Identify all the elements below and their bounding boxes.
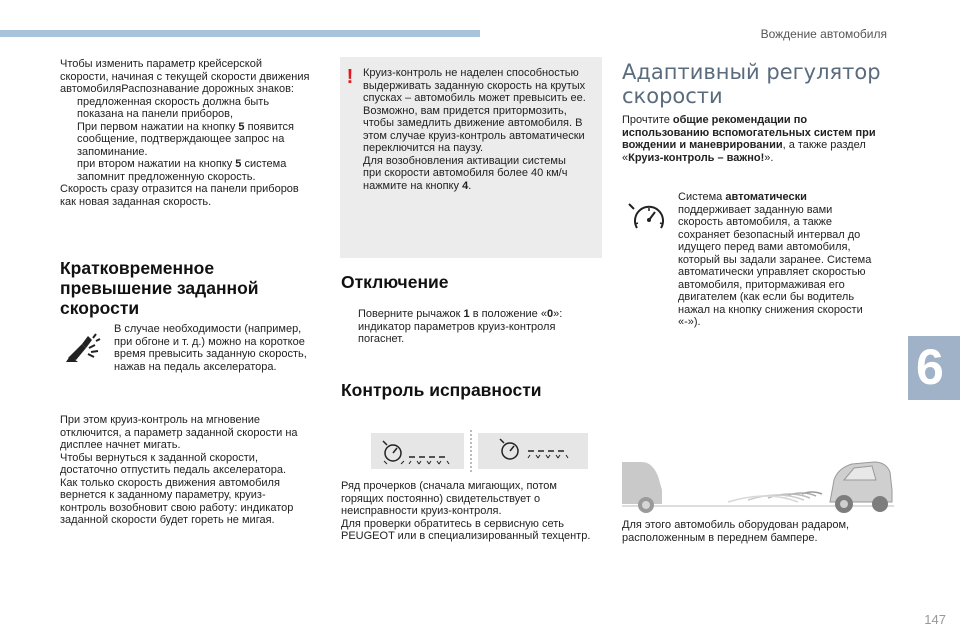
indicator-steady-panel [478, 433, 588, 469]
text-run: , а также раздел [782, 139, 866, 151]
bullet-item [60, 96, 325, 121]
text-run: появится [244, 120, 294, 133]
text-line: В случае необходимости (например, [114, 323, 302, 335]
text-run: ». [764, 151, 774, 164]
heading-line: скорости [622, 84, 723, 108]
text-run: При первом нажатии на кнопку [77, 120, 239, 133]
cruise-speedometer-icon [478, 433, 588, 469]
temp-exceed-title [60, 258, 325, 318]
warning-exclamation-icon: ! [346, 66, 354, 88]
text-run: использованию вспомогательных систем при [622, 126, 876, 139]
radar-description [622, 519, 894, 544]
text-line: автоматически управляет скоростью [678, 266, 866, 278]
section-title: Вождение автомобиля [760, 27, 887, 41]
text-run: в положение « [469, 308, 547, 320]
text-line: запоминание. [77, 145, 148, 158]
text-line: скорости, начиная с текущей скорости движения [60, 70, 310, 83]
text-line: Ряд прочерков (сначала мигающих, потом [341, 480, 557, 492]
text-line: идущего перед вами автомобиля, [678, 241, 851, 253]
text-line: PEUGEOT или в специализированный техцентр. [341, 530, 591, 542]
text-line [622, 152, 892, 165]
text-run: . [468, 179, 472, 192]
chapter-tab [908, 336, 960, 400]
text-run: вождении и маневрировании [622, 139, 783, 151]
heading-line: Адаптивный регулятор [622, 60, 881, 84]
text-line: Для этого автомобиль оборудован радаром, [622, 519, 850, 531]
text-run: « [622, 151, 629, 164]
text-run: общие рекомендации по [672, 114, 808, 126]
header-accent-bar [0, 30, 480, 37]
off-section-title: Отключение [341, 272, 449, 292]
text-line: погаснет. [358, 333, 405, 345]
text-line: автомобиля, притормаживая его [678, 278, 845, 291]
text-line [622, 127, 892, 140]
text-run: автоматически [725, 191, 807, 203]
button-number: 5 [235, 158, 242, 170]
text-line: запомнит предложенную скорость. [77, 170, 256, 183]
text-line: дисплее начнет мигать. [60, 439, 181, 451]
text-line: заданной скорости будет гореть не мигая. [60, 514, 275, 526]
text-line: отключится, а параметр заданной скорости на [60, 426, 298, 439]
text-line: показана на панели приборов, [77, 108, 234, 120]
check-section-text [341, 480, 603, 543]
text-line: индикатор параметров круиз-контроля [358, 320, 556, 333]
text-line [678, 191, 892, 204]
text-line: скорость автомобиля, а также [678, 216, 832, 228]
indicator-blinking-panel [371, 433, 464, 469]
text-line: Для возобновления активации системы [363, 154, 566, 167]
text-line [622, 139, 892, 152]
text-line: «-»). [678, 316, 701, 328]
text-line: При этом круиз-контроль на мгновение [60, 414, 260, 426]
lever-number: 1 [463, 308, 470, 320]
text-line: Чтобы изменить параметр крейсерской [60, 58, 263, 70]
text-line: достаточно отпустить педаль акселератора. [60, 464, 287, 476]
text-line: расположенным в переднем бампере. [622, 531, 818, 544]
text-line: время превысить заданную скорость, [114, 348, 307, 360]
text-line: который вы задали заранее. Система [678, 253, 872, 266]
text-run: система [241, 158, 287, 170]
bullet-marker [341, 308, 358, 346]
text-line: контроль возобновит свою работу: индикатор [60, 501, 294, 514]
text-line [77, 121, 294, 134]
heading-line: скорости [60, 298, 140, 318]
read-recommendations [622, 114, 892, 164]
text-line [358, 308, 562, 321]
text-line: выдерживать заданную скорость на крутых [363, 79, 586, 92]
temp-exceed-details [60, 414, 325, 527]
button-number: 4 [462, 179, 469, 192]
text-line: сохраняет безопасный интервал до [678, 228, 861, 241]
text-line: Круиз-контроль не наделен способностью [363, 67, 579, 79]
text-line: как новая заданная скорость. [60, 195, 212, 208]
text-line: чтобы замедлить движение автомобиля. В [363, 117, 583, 129]
off-section-text [341, 308, 603, 346]
car-radar-illustration [622, 450, 894, 516]
text-line: горящих постоянно) свидетельствует о [341, 492, 541, 505]
text-line: Скорость сразу отразится на панели приборов [60, 183, 299, 195]
warning-text [363, 67, 599, 192]
text-line: вернется к заданному параметру, круиз- [60, 489, 266, 501]
text-line: Как только скорость движения автомобиля [60, 476, 280, 489]
text-line: предложенная скорость должна быть [77, 95, 270, 108]
text-line: спусках – автомобиль может превысить ее. [363, 92, 586, 104]
adaptive-cruise-title [622, 60, 881, 108]
heading-line: Кратковременное [60, 258, 215, 278]
heading-line: превышение заданной [60, 278, 259, 298]
text-run: »: [553, 308, 563, 320]
text-line: Возможно, вам придется притормозить, [363, 104, 567, 117]
text-line: переключится на паузу. [363, 142, 484, 154]
text-line: при обгоне и т. д.) можно на короткое [114, 335, 305, 348]
accelerator-pedal-icon [62, 330, 102, 364]
text-line [363, 180, 599, 193]
text-line: неисправности круиз-контроля. [341, 505, 502, 517]
bullet-marker [60, 121, 77, 159]
divider [470, 430, 472, 472]
text-line: автомобиляРаспознавание дорожных знаков: [60, 83, 294, 95]
page-number: 147 [924, 612, 946, 627]
bullet-item [60, 121, 325, 159]
bullet-item [341, 308, 603, 346]
adaptive-cruise-icon [625, 198, 667, 234]
text-line [77, 158, 286, 171]
text-run: при втором нажатии на кнопку [77, 158, 236, 170]
text-line: сообщение, подтверждающее запрос на [77, 133, 285, 145]
bullet-marker [60, 96, 77, 121]
text-line: этом случае круиз-контроль автоматически [363, 129, 585, 142]
text-line: нажал на кнопку снижения скорости [678, 303, 863, 316]
left-intro [60, 58, 325, 208]
button-number: 5 [238, 120, 245, 133]
text-run: Прочтите [622, 114, 673, 126]
bullet-item [60, 158, 325, 183]
text-run: Круиз-контроль – важно! [628, 151, 765, 164]
cruise-speedometer-icon [371, 433, 464, 469]
text-line: Чтобы вернуться к заданной скорости, [60, 451, 258, 464]
temp-exceed-text [114, 323, 326, 373]
text-run: нажмите на кнопку [363, 179, 463, 192]
text-line: поддерживает заданную вами [678, 203, 833, 216]
text-run: Поверните рычажок [358, 308, 464, 320]
text-line [622, 114, 892, 127]
text-line: при скорости автомобиля более 40 км/ч [363, 167, 568, 179]
text-line: нажав на педаль акселератора. [114, 360, 277, 373]
system-description [678, 191, 892, 329]
bullet-marker [60, 158, 77, 183]
position-number: 0 [546, 308, 554, 320]
text-run: Система [678, 191, 726, 203]
chapter-number: 6 [916, 339, 944, 395]
text-line: двигателем (как если бы водитель [678, 291, 855, 303]
check-section-title: Контроль исправности [341, 380, 542, 400]
text-line: Для проверки обратитесь в сервисную сеть [341, 517, 564, 530]
